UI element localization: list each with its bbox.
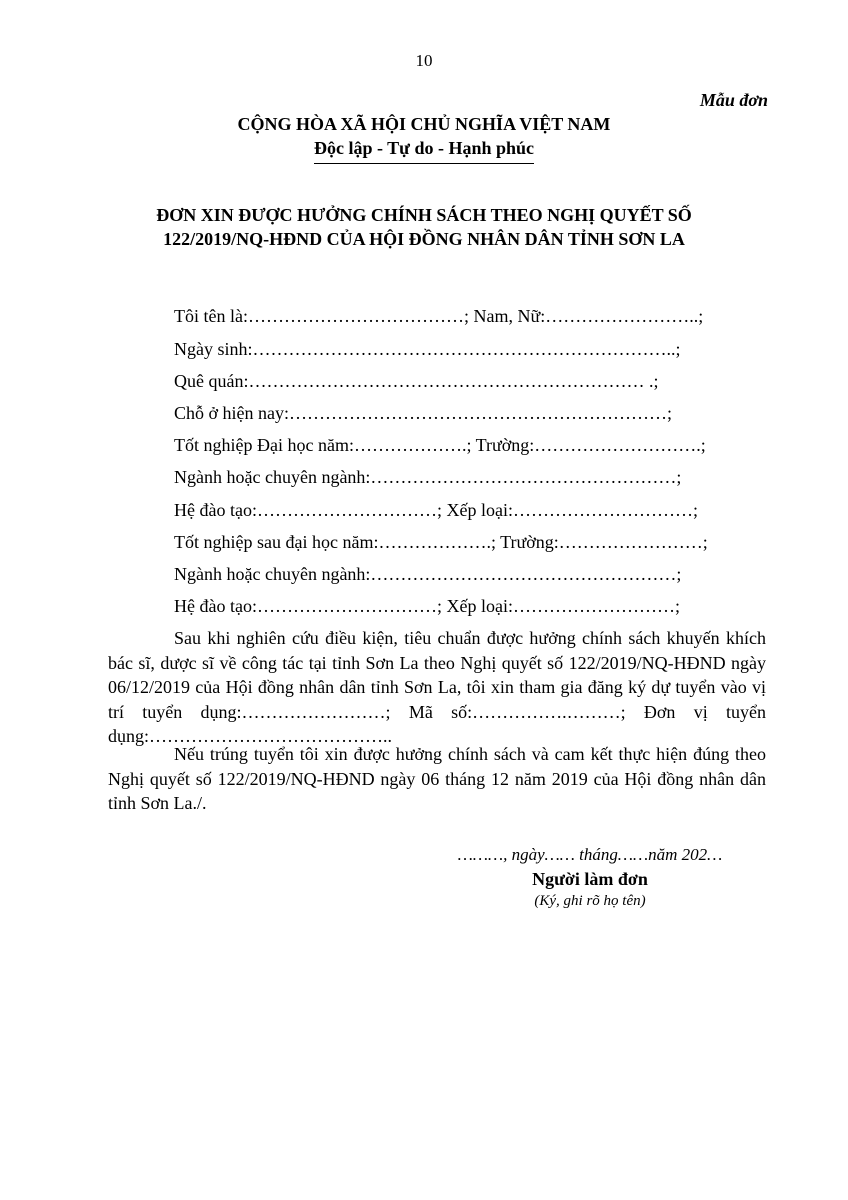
document-title-line-1: ĐƠN XIN ĐƯỢC HƯỞNG CHÍNH SÁCH THEO NGHỊ QUYẾT SỐ bbox=[156, 205, 692, 225]
field-date-of-birth: Ngày sinh:……………………………………………………………..; bbox=[174, 339, 681, 359]
field-postgraduate-major: Ngành hoặc chuyên ngành:……………………………………………; bbox=[174, 564, 682, 584]
field-postgraduate-graduation: Tốt nghiệp sau đại học năm:……………….; Trường:……………………; bbox=[174, 532, 708, 552]
field-hometown: Quê quán:………………………………………………………… .; bbox=[174, 371, 659, 391]
national-name: CỘNG HÒA XÃ HỘI CHỦ NGHĨA VIỆT NAM bbox=[237, 114, 611, 134]
motto-container bbox=[0, 138, 848, 164]
field-full-name: Tôi tên là:………………………………; Nam, Nữ:……………………..; bbox=[174, 306, 704, 326]
document-title-line-2: 122/2019/NQ-HĐND CỦA HỘI ĐỒNG NHÂN DÂN TỈNH SƠN LA bbox=[163, 229, 685, 249]
commitment-paragraph: Nếu trúng tuyển tôi xin được hưởng chính sách và cam kết thực hiện đúng theo Nghị quyết số 122/2019/NQ-HĐND ngày 06 tháng 12 năm 2019 của Hội đồng nhân dân tỉnh Sơn La./. bbox=[108, 744, 766, 813]
page-number: 10 bbox=[415, 51, 433, 70]
signature-date-line: ………, ngày…… tháng……năm 202… bbox=[457, 845, 723, 864]
field-postgraduate-training-type: Hệ đào tạo:…………………………; Xếp loại:………………………; bbox=[174, 596, 680, 616]
form-label: Mẫu đơn bbox=[699, 90, 768, 110]
field-major: Ngành hoặc chuyên ngành:……………………………………………; bbox=[174, 467, 682, 487]
signature-note: (Ký, ghi rõ họ tên) bbox=[534, 893, 646, 909]
signer-title: Người làm đơn bbox=[532, 869, 648, 889]
field-current-address: Chỗ ở hiện nay:………………………………………………………; bbox=[174, 403, 673, 423]
national-motto: Độc lập - Tự do - Hạnh phúc bbox=[314, 138, 534, 164]
field-university-graduation: Tốt nghiệp Đại học năm:……………….; Trường:……………………….; bbox=[174, 435, 706, 455]
application-paragraph: Sau khi nghiên cứu điều kiện, tiêu chuẩn được hưởng chính sách khuyến khích bác sĩ, dược sĩ về công tác tại tỉnh Sơn La theo Nghị quyết số 122/2019/NQ-HĐND ngày 06/12/2019 của Hội đồng nhân dân tỉnh Sơn La, tôi xin tham gia đăng ký dự tuyển vào vị trí tuyển dụng:……………………; Mã số:…………….………; Đơn vị tuyển dụng:………………………………….. bbox=[108, 628, 766, 746]
field-training-type: Hệ đào tạo:…………………………; Xếp loại:…………………………; bbox=[174, 500, 698, 520]
